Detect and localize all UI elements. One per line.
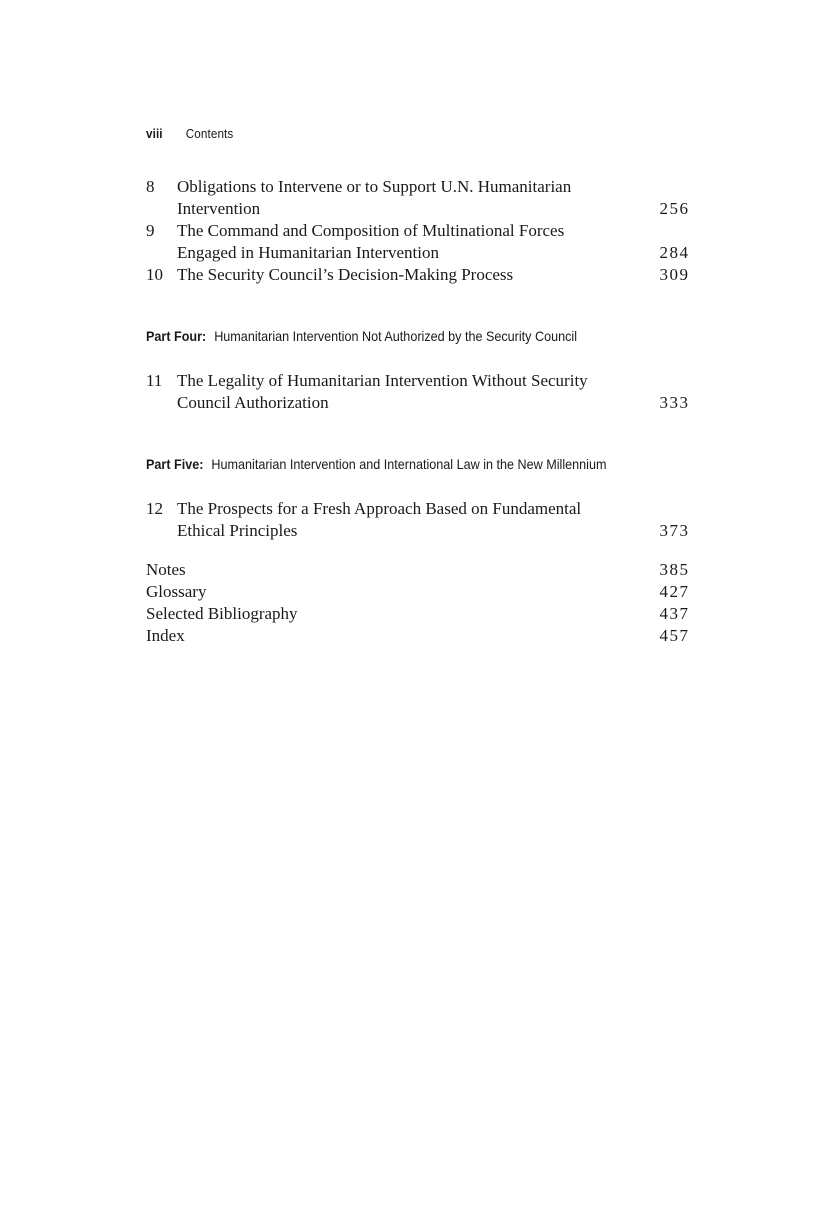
back-matter-list	[146, 559, 688, 647]
back-matter-title: Selected Bibliography	[146, 604, 298, 623]
page-number: 427	[659, 582, 690, 601]
page-number: 373	[659, 521, 690, 540]
part-title: Humanitarian Intervention and International Law in the New Millennium	[211, 456, 607, 472]
chapter-number: 12	[146, 499, 163, 518]
chapter-title: The Legality of Humanitarian Intervention Without Security Council Authorization	[177, 371, 588, 412]
page-folio: viii	[146, 126, 163, 141]
contents-page	[146, 126, 688, 647]
toc-entry-bibliography[interactable]	[146, 603, 688, 625]
toc-top-entries	[146, 176, 688, 286]
running-head-title: Contents	[185, 126, 234, 141]
part-five-section	[146, 454, 688, 542]
chapter-number: 11	[146, 371, 163, 390]
chapter-title: The Prospects for a Fresh Approach Based on Fundamental Ethical Principles	[177, 499, 582, 540]
toc-entry-index[interactable]	[146, 625, 688, 647]
toc-entry-11[interactable]	[146, 370, 688, 414]
page-number: 284	[659, 243, 690, 262]
part-five-heading[interactable]	[146, 454, 634, 474]
chapter-number: 8	[146, 177, 155, 196]
chapter-number: 10	[146, 265, 163, 284]
chapter-title: The Command and Composition of Multinational Forces Engaged in Humanitarian Intervention	[177, 221, 565, 262]
page-number: 256	[659, 199, 690, 218]
part-four-heading[interactable]	[146, 326, 634, 346]
page-number: 457	[659, 626, 690, 645]
page-number: 309	[659, 265, 690, 284]
chapter-number: 9	[146, 221, 155, 240]
toc-entry-8[interactable]	[146, 176, 688, 220]
page-number: 333	[659, 393, 690, 412]
toc-entry-notes[interactable]	[146, 559, 688, 581]
page-number: 437	[659, 604, 690, 623]
part-four-section	[146, 326, 688, 414]
toc-entry-10[interactable]	[146, 264, 688, 286]
back-matter-title: Notes	[146, 560, 186, 579]
part-label: Part Five:	[146, 456, 204, 472]
part-title: Humanitarian Intervention Not Authorized by the Security Council	[214, 328, 578, 344]
toc-entry-glossary[interactable]	[146, 581, 688, 603]
running-head	[146, 126, 634, 144]
toc-entry-9[interactable]	[146, 220, 688, 264]
back-matter-title: Index	[146, 626, 185, 645]
chapter-title: The Security Council’s Decision-Making Process	[177, 265, 514, 284]
page-number: 385	[659, 560, 690, 579]
chapter-title: Obligations to Intervene or to Support U.N. Humanitarian Intervention	[177, 177, 572, 218]
part-label: Part Four:	[146, 328, 207, 344]
back-matter-title: Glossary	[146, 582, 207, 601]
toc-entry-12[interactable]	[146, 498, 688, 542]
